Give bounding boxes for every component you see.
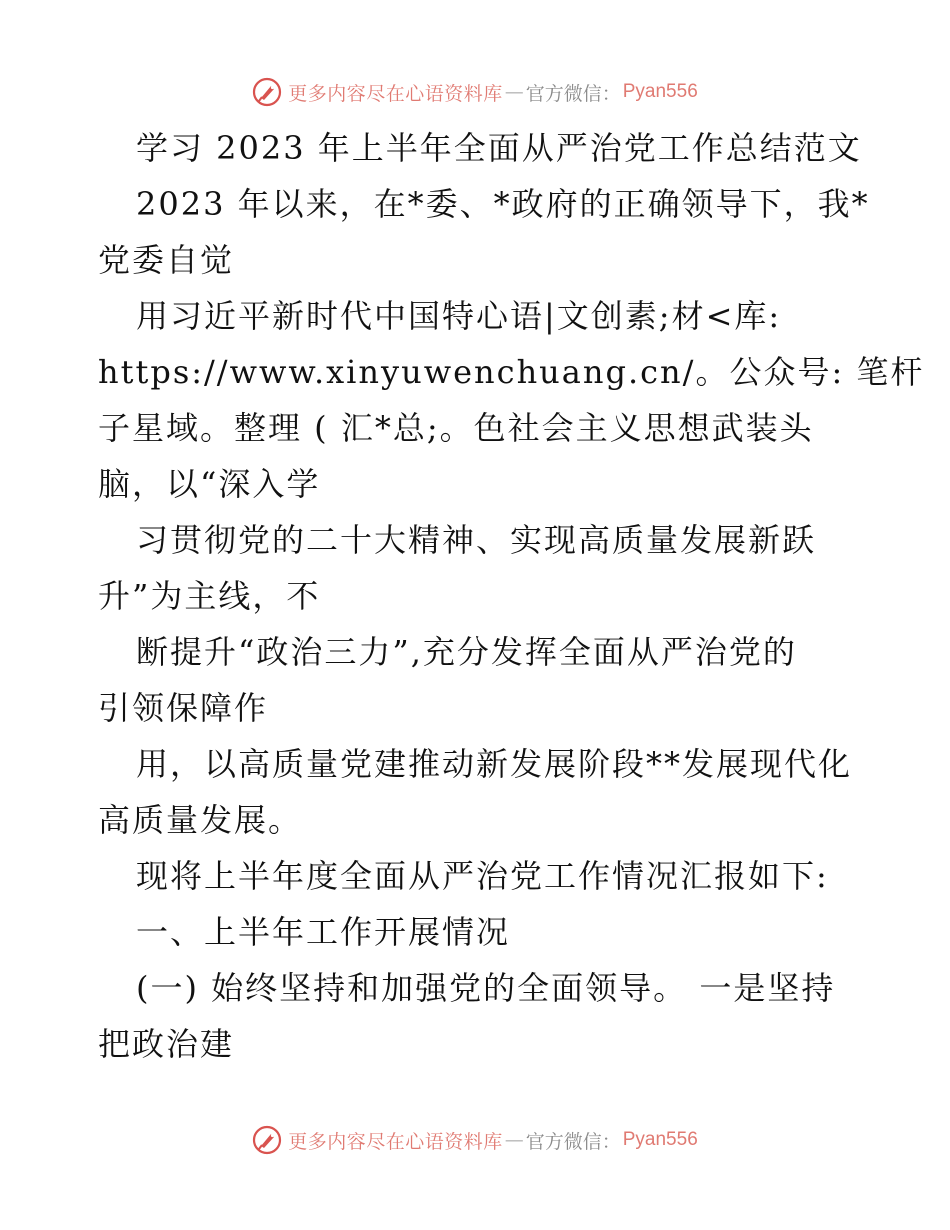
document-body — [98, 120, 925, 1072]
wechat-id: Pyan556 — [622, 81, 698, 102]
banner-separator: — — [504, 81, 524, 103]
header-watermark-banner — [0, 72, 950, 112]
paragraph-line: 子星域。整理 ( 汇*总;。色社会主义思想武装头 — [98, 409, 814, 447]
paragraph-line: 引领保障作 — [98, 689, 269, 727]
paragraph-line: 脑，以“深入学 — [98, 465, 321, 503]
official-label: 官方微信： — [525, 1130, 621, 1153]
paragraph-line: 2023 年以来，在*委、*政府的正确领导下，我* — [136, 185, 870, 223]
pen-nib-logo-icon — [252, 1125, 282, 1155]
paragraph-line: 升”为主线，不 — [98, 577, 321, 615]
wechat-id: Pyan556 — [622, 1129, 698, 1150]
subsection-heading: (一) 始终坚持和加强党的全面领导。 一是坚持 — [136, 969, 836, 1007]
pen-nib-logo-icon — [252, 77, 282, 107]
paragraph-line: 把政治建 — [98, 1025, 235, 1063]
official-label: 官方微信： — [525, 82, 621, 105]
brand-name: 更多内容尽在心语资料库 — [288, 82, 503, 105]
paragraph-line: 现将上半年度全面从严治党工作情况汇报如下: — [136, 857, 829, 895]
paragraph-line: https://www.xinyuwenchuang.cn/。公众号: 笔杆 — [98, 353, 925, 391]
paragraph-line: 高质量发展。 — [98, 801, 303, 839]
footer-watermark-banner — [0, 1120, 950, 1160]
brand-name: 更多内容尽在心语资料库 — [288, 1130, 503, 1153]
paragraph-line: 习贯彻党的二十大精神、实现高质量发展新跃 — [136, 521, 817, 559]
paragraph-line: 用，以高质量党建推动新发展阶段**发展现代化 — [136, 745, 853, 783]
paragraph-line: 党委自觉 — [98, 241, 235, 279]
paragraph-line: 用习近平新时代中国特心语|文创素;材<库: — [136, 297, 782, 335]
document-title: 学习 2023 年上半年全面从严治党工作总结范文 — [136, 129, 862, 167]
section-heading: 一、上半年工作开展情况 — [136, 913, 511, 951]
banner-separator: — — [504, 1129, 524, 1151]
paragraph-line: 断提升“政治三力”,充分发挥全面从严治党的 — [136, 633, 797, 671]
